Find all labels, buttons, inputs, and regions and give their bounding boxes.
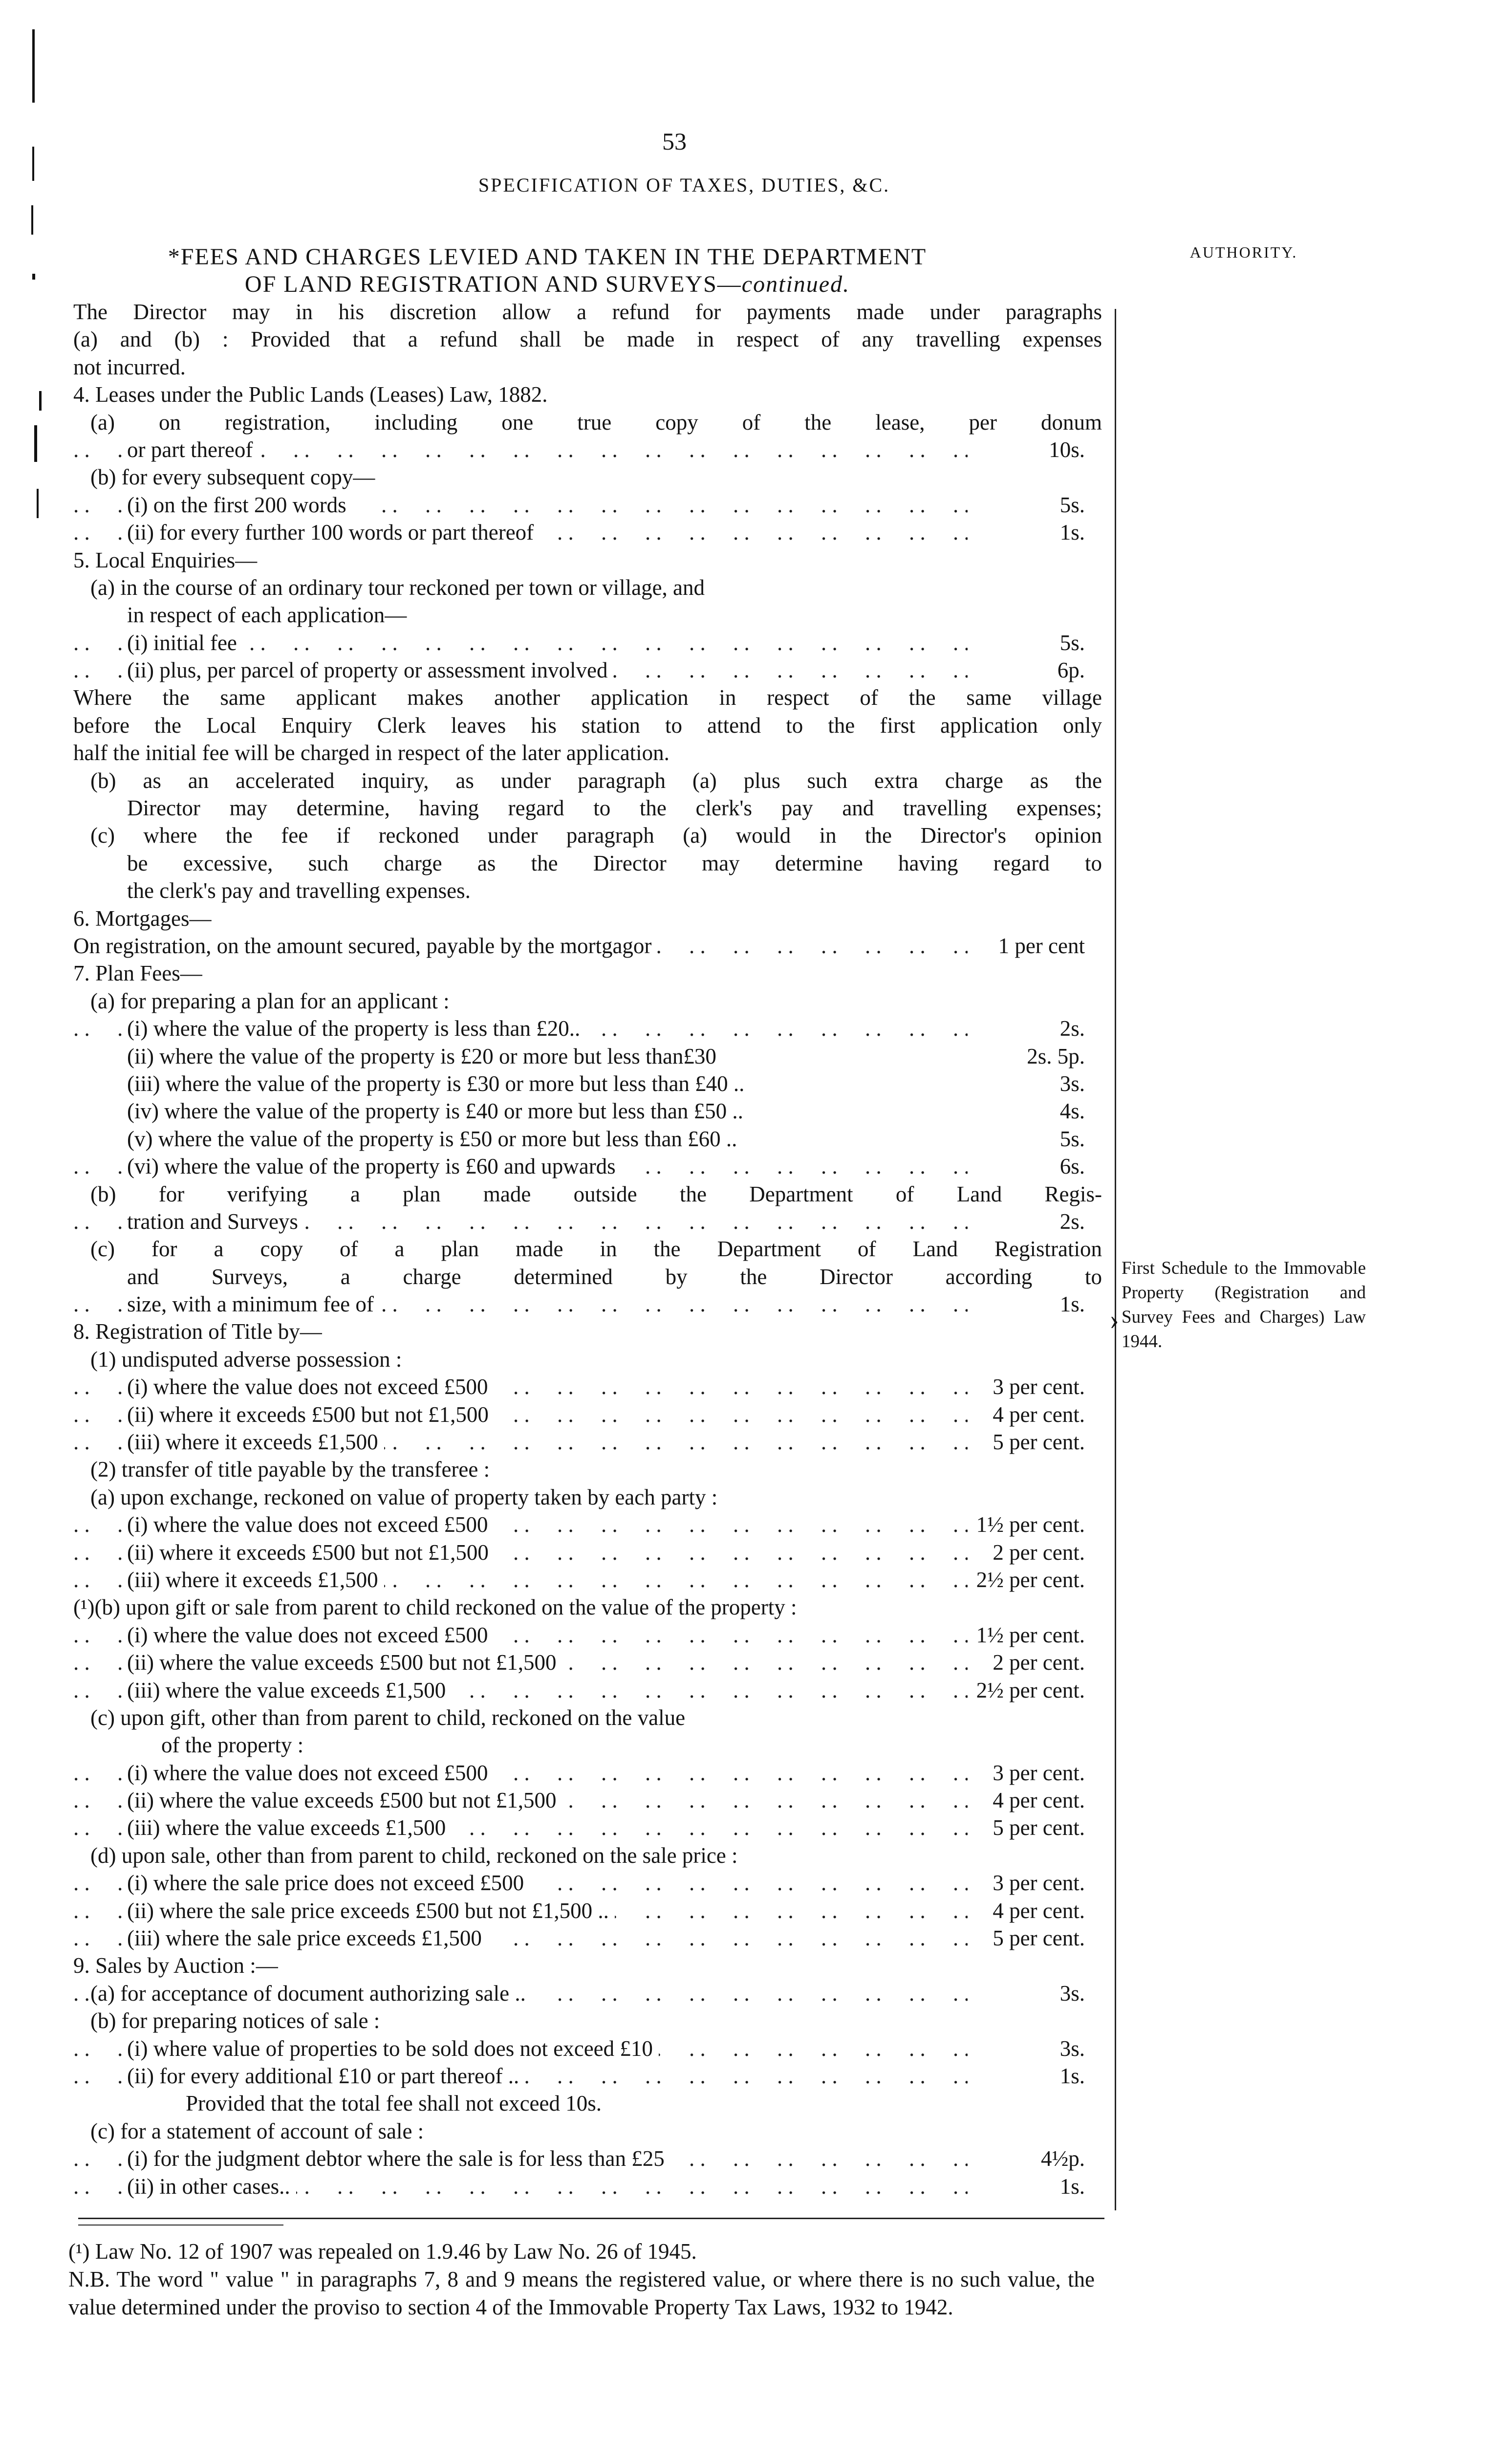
authority-bracket <box>1102 309 1116 2210</box>
schedule-line <box>73 1787 1104 1814</box>
line-text <box>90 1704 685 1731</box>
schedule-line <box>73 1153 1104 1180</box>
line-label: (c) upon gift, other than from parent to child, reckoned on the value <box>90 1705 686 1730</box>
schedule-line <box>73 326 1104 353</box>
schedule-line <box>73 546 1104 574</box>
line-text <box>90 1980 532 2007</box>
line-label: (b) for verifying a plan made outside the Department of Land Regis- <box>90 1181 1102 1206</box>
schedule-line <box>73 1677 1104 1704</box>
line-text <box>127 1677 452 1704</box>
fee-value: 3s. <box>1055 1070 1085 1097</box>
schedule-line <box>73 1593 1104 1621</box>
line-text <box>127 1373 494 1400</box>
schedule-line <box>73 1869 1104 1897</box>
schedule-line <box>73 739 1104 766</box>
schedule-line <box>73 1980 1104 2007</box>
line-text <box>73 381 548 408</box>
line-text <box>90 822 1102 849</box>
line-text <box>127 1015 586 1042</box>
fee-value: 5s. <box>1055 629 1085 656</box>
line-text <box>90 463 375 491</box>
schedule-line <box>73 409 1104 436</box>
schedule-line <box>73 684 1104 711</box>
scan-mark <box>34 425 37 462</box>
schedule-line <box>73 491 1104 519</box>
line-label: 9. Sales by Auction :— <box>73 1953 278 1978</box>
fee-value: 3s. <box>1055 1980 1085 2007</box>
line-label: (iii) where the sale price exceeds £1,500 <box>127 1926 488 1950</box>
line-text <box>90 1842 738 1869</box>
schedule-line <box>73 1043 1104 1070</box>
line-text <box>127 1649 562 1676</box>
line-text <box>73 298 1102 326</box>
title-line-2-text: OF LAND REGISTRATION AND SURVEYS— <box>244 271 742 297</box>
line-text <box>73 712 1102 739</box>
line-label: (ii) for every further 100 words or part thereof <box>127 520 540 545</box>
fee-value: 2 per cent. <box>988 1539 1085 1566</box>
line-label: (a) for acceptance of document authorizing sale .. <box>90 1981 532 2006</box>
line-label: The Director may in his discretion allow a refund for payments made under paragraphs <box>73 300 1102 324</box>
schedule-line <box>73 1263 1104 1290</box>
schedule-line <box>73 1373 1104 1400</box>
schedule-line <box>73 1401 1104 1428</box>
page-title <box>49 243 1046 298</box>
line-label: (ii) where it exceeds £500 but not £1,500 <box>127 1402 495 1427</box>
line-text <box>127 2173 296 2200</box>
schedule-line <box>73 629 1104 656</box>
fee-value: 1 per cent <box>994 932 1085 960</box>
line-label: (a) upon exchange, reckoned on value of property taken by each party : <box>90 1484 718 1509</box>
line-label: size, with a minimum fee of <box>127 1292 380 1316</box>
footnote-rule <box>78 2218 1104 2219</box>
line-text <box>127 1208 304 1235</box>
schedule-line <box>73 436 1104 463</box>
line-label: 7. Plan Fees— <box>73 961 202 986</box>
line-label: (v) where the value of the property is £50 or more but less than £60 .. <box>127 1126 737 1151</box>
footnote-nb: N.B. The word " value " in paragraphs 7, 8 and 9 means the registered value, or where there is no such value, the value determined under the proviso to section 4 of the Immovable Property Tax Laws, 1932 to 1942. <box>68 2267 1095 2319</box>
line-text <box>186 2090 602 2117</box>
line-text <box>127 1290 380 1318</box>
schedule-line <box>73 712 1104 739</box>
line-text <box>127 794 1102 822</box>
line-text <box>90 2007 380 2034</box>
schedule-line <box>73 1759 1104 1787</box>
fee-value: 10s. <box>1044 436 1085 463</box>
schedule-line <box>73 960 1104 987</box>
fee-value: 2½ per cent. <box>972 1677 1085 1704</box>
line-label: the clerk's pay and travelling expenses. <box>127 878 471 903</box>
fee-value: 6p. <box>1053 656 1085 684</box>
schedule-line <box>73 1539 1104 1566</box>
schedule-line <box>73 1346 1104 1373</box>
line-text <box>73 546 257 574</box>
line-text <box>127 656 613 684</box>
fee-value: 5s. <box>1055 491 1085 519</box>
schedule-line <box>73 298 1104 326</box>
schedule-line <box>73 601 1104 629</box>
schedule-line <box>73 463 1104 491</box>
line-label: of the property : <box>161 1733 304 1758</box>
schedule-line <box>73 905 1104 932</box>
line-text <box>90 1235 1102 1263</box>
line-label: 8. Registration of Title by— <box>73 1319 322 1344</box>
schedule-line <box>73 1511 1104 1538</box>
line-label: (i) where the value of the property is less than £20.. <box>127 1016 586 1041</box>
fee-value: 5 per cent. <box>988 1428 1085 1456</box>
line-text <box>73 905 211 932</box>
line-label: (b) as an accelerated inquiry, as under paragraph (a) plus such extra charge as the <box>90 768 1102 793</box>
scan-mark <box>31 205 33 235</box>
schedule-line <box>73 1621 1104 1649</box>
line-text <box>127 1539 495 1566</box>
scan-mark <box>39 391 42 411</box>
line-text <box>127 1125 737 1153</box>
title-line-2 <box>49 271 1046 298</box>
footnote-rule-short <box>78 2225 283 2226</box>
schedule-line <box>73 1125 1104 1153</box>
line-label: (ii) in other cases.. <box>127 2174 296 2199</box>
line-label: (i) where the sale price does not exceed £500 <box>127 1871 530 1895</box>
schedule-line <box>73 1456 1104 1483</box>
schedule-line <box>73 2035 1104 2062</box>
fee-value: 3 per cent. <box>988 1869 1085 1897</box>
fee-value: 3 per cent. <box>988 1759 1085 1787</box>
fee-value: 4 per cent. <box>988 1897 1085 1924</box>
line-label: (ii) where it exceeds £500 but not £1,500 <box>127 1540 495 1565</box>
line-text <box>90 1180 1102 1208</box>
line-label: before the Local Enquiry Clerk leaves his station to attend to the first application only <box>73 713 1102 738</box>
line-text <box>73 1952 278 1979</box>
line-label: not incurred. <box>73 354 186 379</box>
scan-mark <box>32 29 35 103</box>
footnote-1: (¹) Law No. 12 of 1907 was repealed on 1.9.46 by Law No. 26 of 1945. <box>68 2239 697 2264</box>
fee-value: 1s. <box>1055 1290 1085 1318</box>
schedule-line <box>73 1070 1104 1097</box>
fee-value: 6s. <box>1055 1153 1085 1180</box>
line-label: (a) and (b) : Provided that a refund shall be made in respect of any travelling expenses <box>73 327 1102 352</box>
line-text <box>127 1263 1102 1290</box>
line-label: On registration, on the amount secured, payable by the mortgagor <box>73 934 657 958</box>
schedule-line <box>73 2062 1104 2090</box>
line-label: (ii) where the sale price exceeds £500 but not £1,500 .. <box>127 1898 615 1923</box>
scan-mark <box>32 147 34 181</box>
line-label: (iii) where the value exceeds £1,500 <box>127 1815 452 1840</box>
line-label: (c) where the fee if reckoned under paragraph (a) would in the Director's opinion <box>90 823 1102 848</box>
line-label: (2) transfer of title payable by the transferee : <box>90 1457 490 1482</box>
line-text <box>127 601 407 629</box>
fee-value: 1s. <box>1055 2173 1085 2200</box>
schedule-line <box>73 1235 1104 1263</box>
page-number: 53 <box>662 128 687 155</box>
line-text <box>90 574 705 601</box>
schedule-line <box>73 2145 1104 2172</box>
fee-value: 5 per cent. <box>988 1924 1085 1952</box>
schedule-line <box>73 850 1104 877</box>
line-label: (ii) where the value exceeds £500 but not £1,500 <box>127 1788 562 1812</box>
schedule-line <box>73 1097 1104 1125</box>
line-label: (d) upon sale, other than from parent to child, reckoned on the sale price : <box>90 1843 738 1868</box>
fee-value: 3s. <box>1055 2035 1085 2062</box>
fee-value: 4 per cent. <box>988 1787 1085 1814</box>
authority-note: First Schedule to the Immovable Property (Registration and Survey Fees and Charges) Law 1944. <box>1122 1258 1366 1352</box>
fee-value: 1s. <box>1055 2062 1085 2090</box>
schedule-line <box>73 2117 1104 2145</box>
line-text <box>73 1318 322 1345</box>
schedule-line <box>73 1566 1104 1593</box>
line-label: (a) on registration, including one true copy of the lease, per donum <box>90 410 1102 435</box>
schedule-line <box>73 1649 1104 1676</box>
schedule-line <box>73 2173 1104 2200</box>
schedule-line <box>73 877 1104 904</box>
line-label: (i) where the value does not exceed £500 <box>127 1375 494 1399</box>
line-text <box>73 353 186 381</box>
line-label: (i) for the judgment debtor where the sale is for less than £25 <box>127 2146 670 2171</box>
title-line-1: *FEES AND CHARGES LEVIED AND TAKEN IN THE DEPARTMENT <box>168 244 927 270</box>
fee-value: 5s. <box>1055 1125 1085 1153</box>
schedule-line <box>73 2090 1104 2117</box>
fee-value: 1½ per cent. <box>972 1621 1085 1649</box>
line-label: be excessive, such charge as the Director may determine having regard to <box>127 851 1102 875</box>
scan-mark <box>37 489 39 518</box>
title-continued: continued. <box>741 271 850 297</box>
line-text <box>127 2062 525 2090</box>
running-head: SPECIFICATION OF TAXES, DUTIES, &C. <box>478 174 890 196</box>
schedule-line <box>73 2007 1104 2034</box>
line-label: Director may determine, having regard to the clerk's pay and travelling expenses; <box>127 796 1102 821</box>
schedule-line <box>73 1290 1104 1318</box>
schedule-line <box>73 574 1104 601</box>
line-label: (ii) plus, per parcel of property or assessment involved <box>127 658 613 682</box>
schedule-line <box>73 932 1104 960</box>
line-text <box>127 1869 530 1897</box>
line-text <box>90 1456 490 1483</box>
line-label: (1) undisputed adverse possession : <box>90 1347 402 1372</box>
line-label: (ii) where the value exceeds £500 but not £1,500 <box>127 1650 562 1675</box>
scan-mark <box>32 274 35 280</box>
line-text <box>127 1924 488 1952</box>
fee-value: 2s. 5p. <box>1022 1043 1085 1070</box>
line-text <box>161 1731 303 1759</box>
line-text <box>127 1070 744 1097</box>
fee-value: 5 per cent. <box>988 1814 1085 1841</box>
line-text <box>127 1759 494 1787</box>
line-label: (vi) where the value of the property is £60 and upwards <box>127 1154 622 1178</box>
line-text <box>90 1484 717 1511</box>
line-text <box>127 436 259 463</box>
line-text <box>127 1814 452 1841</box>
line-text <box>127 1153 622 1180</box>
schedule-line <box>73 1814 1104 1841</box>
line-label: Where the same applicant makes another application in respect of the same village <box>73 685 1102 710</box>
fee-value: 4½p. <box>1036 2145 1085 2172</box>
line-text <box>127 1621 494 1649</box>
line-label: (b) for every subsequent copy— <box>90 465 375 490</box>
line-text <box>73 1593 797 1621</box>
line-text <box>73 960 202 987</box>
line-text <box>127 629 243 656</box>
schedule-line <box>73 353 1104 381</box>
line-label: (iv) where the value of the property is £40 or more but less than £50 .. <box>127 1099 743 1124</box>
schedule-line <box>73 987 1104 1015</box>
line-text <box>127 1043 716 1070</box>
line-label: and Surveys, a charge determined by the Director according to <box>127 1264 1102 1289</box>
fee-value: 2½ per cent. <box>972 1566 1085 1593</box>
schedule-line <box>73 1180 1104 1208</box>
schedule-line <box>73 767 1104 794</box>
line-label: (ii) for every additional £10 or part thereof .. <box>127 2064 525 2088</box>
line-text <box>127 1897 615 1924</box>
line-label: (i) where value of properties to be sold does not exceed £10 <box>127 2036 659 2061</box>
line-label: (b) for preparing notices of sale : <box>90 2008 380 2033</box>
line-label: (iii) where it exceeds £1,500 <box>127 1568 384 1592</box>
schedule-line <box>73 1924 1104 1952</box>
line-text <box>90 767 1102 794</box>
schedule-line <box>73 1897 1104 1924</box>
line-label: (c) for a statement of account of sale : <box>90 2118 424 2143</box>
line-text <box>127 877 471 904</box>
fee-value: 1s. <box>1055 519 1085 546</box>
schedule-line <box>73 656 1104 684</box>
line-label: (i) where the value does not exceed £500 <box>127 1761 494 1785</box>
line-text <box>127 2145 670 2172</box>
line-label: (ii) where the value of the property is £20 or more but less than£30 <box>127 1044 716 1069</box>
schedule-line <box>73 1015 1104 1042</box>
fee-value: 4 per cent. <box>988 1401 1085 1428</box>
line-label: 6. Mortgages— <box>73 906 212 931</box>
line-label: (a) for preparing a plan for an applicant : <box>90 988 450 1013</box>
line-text <box>127 1511 494 1538</box>
fee-schedule <box>73 298 1104 2200</box>
schedule-line <box>73 1318 1104 1345</box>
line-text <box>127 519 540 546</box>
schedule-line <box>73 1952 1104 1979</box>
schedule-line <box>73 519 1104 546</box>
line-label: (i) where the value does not exceed £500 <box>127 1512 494 1537</box>
schedule-line <box>73 1731 1104 1759</box>
schedule-line <box>73 1704 1104 1731</box>
line-text <box>90 1346 402 1373</box>
line-text <box>127 1787 562 1814</box>
line-text <box>73 326 1102 353</box>
line-label: (iii) where the value exceeds £1,500 <box>127 1678 452 1702</box>
line-text <box>90 409 1102 436</box>
line-label: (i) where the value does not exceed £500 <box>127 1623 494 1647</box>
fee-value: 2 per cent. <box>988 1649 1085 1676</box>
line-text <box>127 1428 384 1456</box>
line-label: (i) initial fee <box>127 631 243 655</box>
line-label: 4. Leases under the Public Lands (Leases) Law, 1882. <box>73 382 548 407</box>
line-text <box>73 739 670 766</box>
line-text <box>73 932 657 960</box>
footnotes <box>68 2238 1095 2321</box>
authority-header: AUTHORITY. <box>1189 243 1298 261</box>
line-label: (c) for a copy of a plan made in the Department of Land Registration <box>90 1237 1102 1262</box>
schedule-line <box>73 381 1104 408</box>
line-label: or part thereof <box>127 437 259 462</box>
fee-value: 3 per cent. <box>988 1373 1085 1400</box>
schedule-line <box>73 1842 1104 1869</box>
line-text <box>90 2117 424 2145</box>
schedule-line <box>73 1484 1104 1511</box>
line-text <box>127 1097 743 1125</box>
schedule-line <box>73 1208 1104 1235</box>
fee-value: 4s. <box>1055 1097 1085 1125</box>
fee-value: 2s. <box>1055 1208 1085 1235</box>
fee-value: 2s. <box>1055 1015 1085 1042</box>
line-label: (iii) where it exceeds £1,500 <box>127 1430 384 1454</box>
line-label: tration and Surveys <box>127 1209 304 1234</box>
line-label: in respect of each application— <box>127 603 407 628</box>
line-label: (a) in the course of an ordinary tour reckoned per town or village, and <box>90 575 705 600</box>
line-label: half the initial fee will be charged in respect of the later application. <box>73 741 670 765</box>
line-text <box>90 987 450 1015</box>
line-label: (¹)(b) upon gift or sale from parent to child reckoned on the value of the property : <box>73 1595 797 1620</box>
line-text <box>127 850 1102 877</box>
line-text <box>127 491 352 519</box>
schedule-line <box>73 794 1104 822</box>
schedule-line <box>73 1428 1104 1456</box>
line-text <box>127 1566 384 1593</box>
line-label: (iii) where the value of the property is £30 or more but less than £40 .. <box>127 1071 745 1096</box>
line-label: (i) on the first 200 words <box>127 493 352 517</box>
line-label: Provided that the total fee shall not exceed 10s. <box>186 2091 602 2116</box>
line-label: 5. Local Enquiries— <box>73 547 258 572</box>
line-text <box>73 684 1102 711</box>
line-text <box>127 2035 659 2062</box>
schedule-line <box>73 822 1104 849</box>
line-text <box>127 1401 495 1428</box>
fee-value: 1½ per cent. <box>972 1511 1085 1538</box>
bracket-point: › <box>1109 1303 1119 1335</box>
